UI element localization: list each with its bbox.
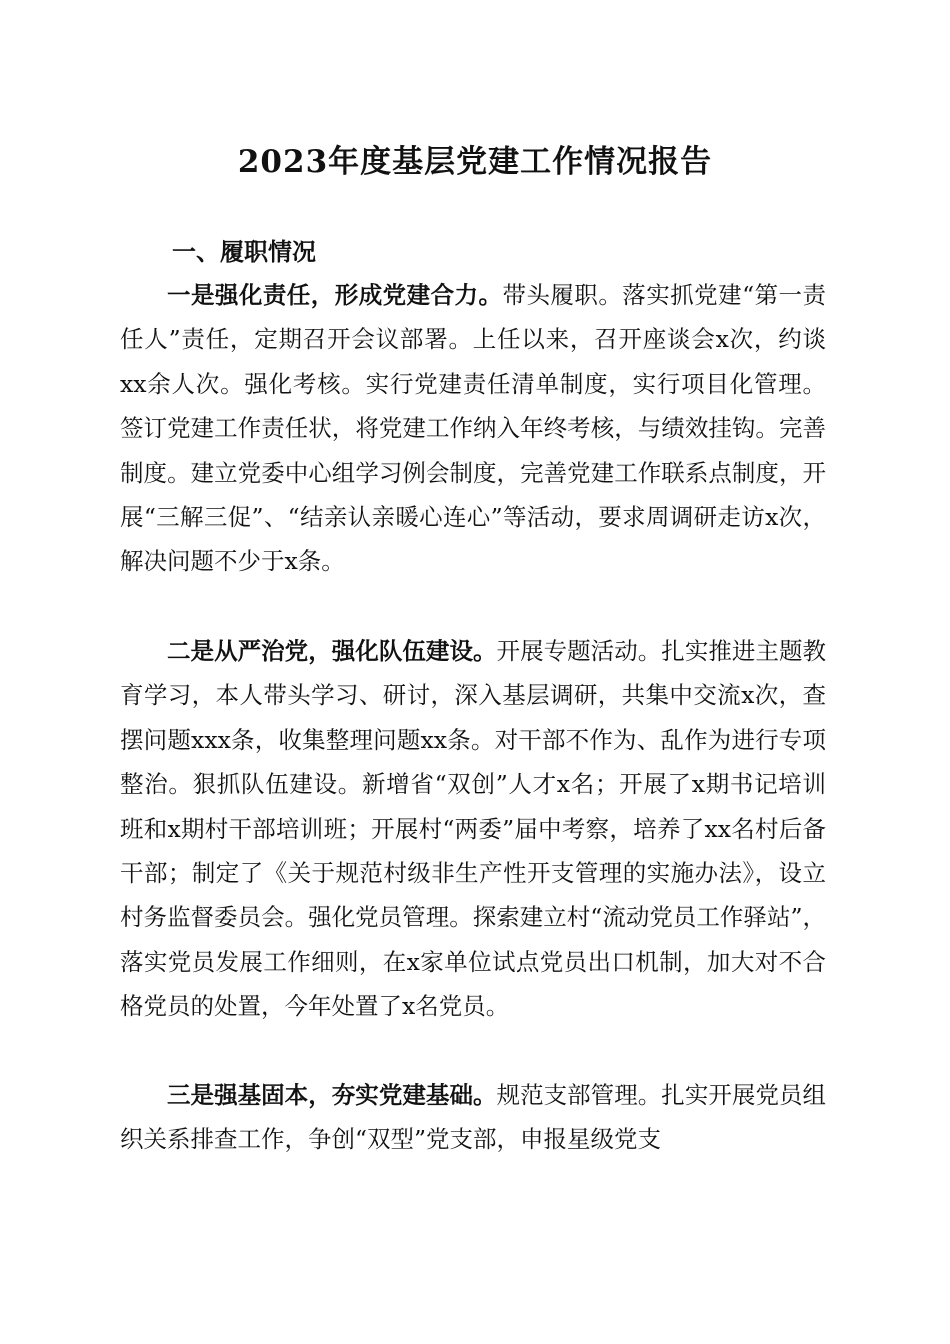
paragraph-2-text: 开展专题活动。扎实推进主题教育学习，本人带头学习、研讨，深入基层调研，共集中交流x次，查摆问题xxx条，收集整理问题xx条。对干部不作为、乱作为进行专项整治。狠抓队伍建设。新增省“双创”人才x名；开展了x期书记培训班和x期村干部培训班；开展村“两委”届中考察，培养了xx名村后备干部；制定了《关于规范村级非生产性开支管理的实施办法》，设立村务监督委员会。强化党员管理。探索建立村“流动党员工作驿站”，落实党员发展工作细则，在x家单位试点党员出口机制，加大对不合格党员的处置，今年处置了x名党员。 <box>120 637 827 1021</box>
paragraph-3 <box>120 1073 826 1162</box>
paragraph-2 <box>120 629 826 1029</box>
section-heading: 一、履职情况 <box>172 238 316 266</box>
paragraph-1-text: 带头履职。落实抓党建“第一责任人”责任，定期召开会议部署。上任以来，召开座谈会x次，约谈xx余人次。强化考核。实行党建责任清单制度，实行项目化管理。签订党建工作责任状，将党建工作纳入年终考核，与绩效挂钩。完善制度。建立党委中心组学习例会制度，完善党建工作联系点制度，开展“三解三促”、“结亲认亲暖心连心”等活动，要求周调研走访x次，解决问题不少于x条。 <box>120 281 827 576</box>
paragraph-3-lead: 三是强基固本，夯实党建基础。 <box>167 1081 497 1109</box>
document-title: 2023年度基层党建工作情况报告 <box>237 144 713 180</box>
paragraph-1-lead: 一是强化责任，形成党建合力。 <box>167 281 503 309</box>
paragraph-1 <box>120 273 826 584</box>
paragraph-2-lead: 二是从严治党，强化队伍建设。 <box>167 637 497 665</box>
paragraph-3-text: 规范支部管理。扎实开展党员组织关系排查工作，争创“双型”党支部，申报星级党支 <box>120 1081 827 1154</box>
